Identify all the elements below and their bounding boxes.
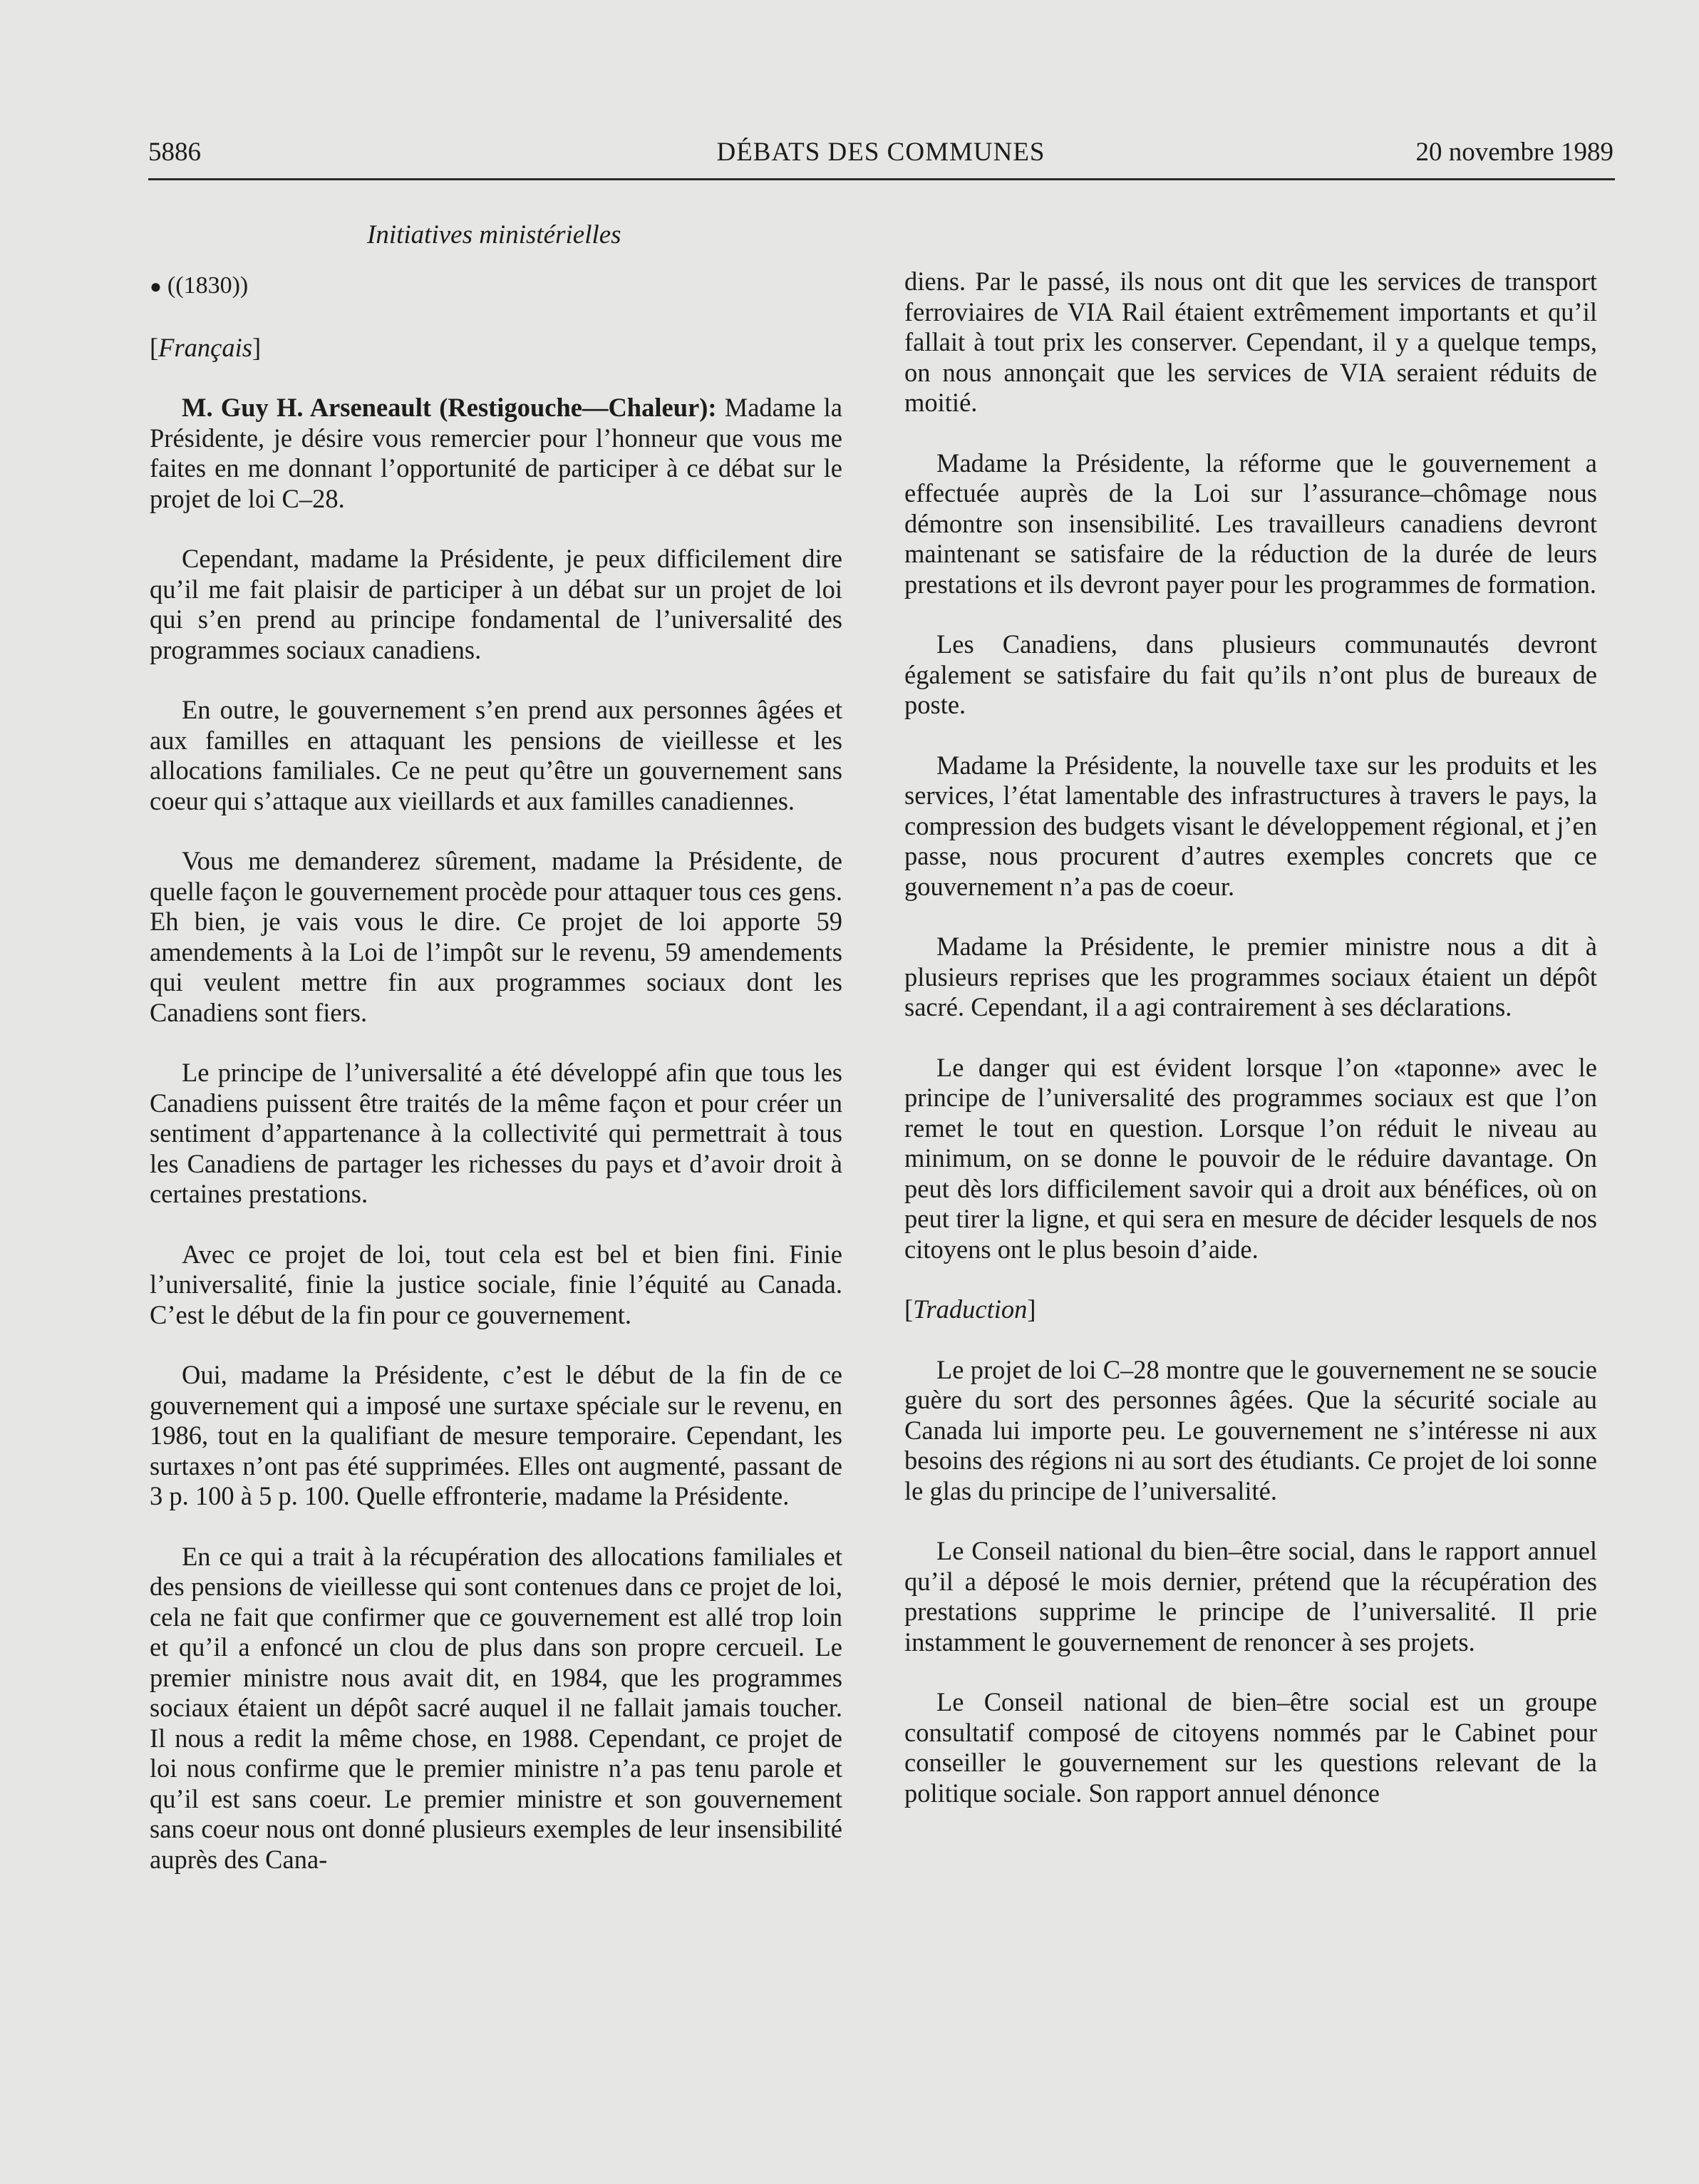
page-date: 20 novembre 1989 (1415, 138, 1613, 167)
paragraph: Le projet de loi C–28 montre que le gouvernement ne se soucie guère du sort des personnes âgées. Que la sécurité sociale au Canada lui importe peu. Le gouvernement ne s’intéresse ni aux besoins des régions ni au sort des étudiants. Ce projet de loi sonne le glas du principe de l’universalité. (904, 1354, 1597, 1505)
journal-title: DÉBATS DES COMMUNES (716, 138, 1045, 167)
paragraph: Avec ce projet de loi, tout cela est bel et bien fini. Finie l’universalité, finie la justice sociale, finie l’équité au Canada. C’est le début de la fin pour ce gouvernement. (150, 1239, 842, 1329)
paragraph: Les Canadiens, dans plusieurs communautés devront également se satisfaire du fait qu’ils n’ont plus de bureaux de poste. (904, 629, 1597, 719)
paragraph: En outre, le gouvernement s’en prend aux personnes âgées et aux familles en attaquant les pensions de vieillesse et les allocations familiales. Ce ne peut qu’être un gouvernement sans coeur qui s’attaque aux vieillards et aux familles canadiennes. (150, 695, 842, 815)
continued-paragraph: diens. Par le passé, ils nous ont dit que les services de transport ferroviaires de VIA Rail étaient extrêmement importants et qu’il fallait à tout prix les conserver. Cependant, il y a quelque temps, on nous annonçait que les services de VIA seraient réduits de moitié. (904, 267, 1597, 417)
paragraph: Vous me demanderez sûrement, madame la Présidente, de quelle façon le gouvernement procède pour attaquer tous ces gens. Eh bien, je vais vous le dire. Ce projet de loi apporte 59 amendements à la Loi de l’impôt sur le revenu, 59 amendements qui veulent mettre fin aux programmes sociaux dont les Canadiens sont fiers. (150, 846, 842, 1027)
speaker-paragraph (150, 393, 842, 514)
paragraph: Madame la Présidente, la réforme que le gouvernement a effectuée auprès de la Loi sur l’assurance–chômage nous démontre son insensibilité. Les travailleurs canadiens devront maintenant se satisfaire de la réduction de la durée de leurs prestations et ils devront payer pour les programmes de formation. (904, 448, 1597, 599)
language-tag-text: Français (158, 332, 252, 362)
time-marker-label: ((1830)) (167, 272, 249, 299)
paragraph: Le Conseil national du bien–être social, dans le rapport annuel qu’il a déposé le mois dernier, prétend que la récupération des prestations supprime le principe de l’universalité. Il prie instamment le gouvernement de renoncer à ses projets. (904, 1536, 1597, 1657)
paragraph: Cependant, madame la Présidente, je peux difficilement dire qu’il me fait plaisir de participer à un débat sur un projet de loi qui s’en prend au principe fondamental de l’universalité des programmes sociaux canadiens. (150, 544, 842, 664)
paragraph: Madame la Présidente, la nouvelle taxe sur les produits et les services, l’état lamentable des infrastructures à travers le pays, la compression des budgets visant le développement régional, et j’en passe, nous procurent d’autres exemples concrets que ce gouvernement n’a pas de coeur. (904, 750, 1597, 901)
language-tag: [Français] (150, 332, 262, 362)
paragraph: Le danger qui est évident lorsque l’on «taponne» avec le principe de l’universalité des programmes sociaux est que l’on remet le tout en question. Lorsque l’on réduit le niveau au minimum, on se donne le pouvoir de le réduire davantage. On peut dès lors difficilement savoir qui a droit aux bénéfices, où on peut tirer la ligne, et qui sera en mesure de décider lesquels de nos citoyens ont le plus besoin d’aide. (904, 1052, 1597, 1264)
language-tag-text: Traduction (913, 1294, 1028, 1324)
right-column (904, 267, 1597, 1838)
paragraph: En ce qui a trait à la récupération des allocations familiales et des pensions de vieillesse qui sont contenues dans ce projet de loi, cela ne fait que confirmer que ce gouvernement est allé trop loin et qu’il a enfoncé un clou de plus dans son propre cercueil. Le premier ministre nous avait dit, en 1984, que les programmes sociaux étaient un dépôt sacré auquel il ne fallait jamais toucher. Il nous a redit la même chose, en 1988. Cependant, ce projet de loi nous confirme que le premier ministre n’a pas tenu parole et qu’il est sans coeur. Le premier ministre et son gouvernement sans coeur nous ont donné plusieurs exemples de leur insensibilité auprès des Cana- (150, 1541, 842, 1874)
speaker-opening: Madame la Présidente, je désire vous remercier pour l’honneur que vous me faites en me donnant l’opportunité de participer à ce débat sur le projet de loi C–28. (150, 393, 842, 513)
paragraph: Oui, madame la Présidente, c’est le début de la fin de ce gouvernement qui a imposé une surtaxe spéciale sur le revenu, en 1986, tout en la qualifiant de mesure temporaire. Cependant, les surtaxes n’ont pas été supprimées. Elles ont augmenté, passant de 3 p. 100 à 5 p. 100. Quelle effronterie, madame la Présidente. (150, 1360, 842, 1510)
paragraph: Madame la Présidente, le premier ministre nous a dit à plusieurs reprises que les programmes sociaux étaient un dépôt sacré. Cependant, il a agi contrairement à ses déclarations. (904, 932, 1597, 1021)
time-marker (150, 271, 842, 303)
bullet-icon: ● (150, 276, 162, 298)
section-title: Initiatives ministérielles (367, 220, 621, 249)
page-number: 5886 (148, 138, 201, 167)
left-column (150, 271, 842, 1905)
paragraph: Le principe de l’universalité a été développé afin que tous les Canadiens puissent être traités de la même façon et pour créer un sentiment d’appartenance à la collectivité qui permettrait à tous les Canadiens de partager les richesses du pays et d’avoir droit à certaines prestations. (150, 1058, 842, 1208)
speaker-name: M. Guy H. Arseneault (Restigouche—Chaleur): (182, 393, 717, 422)
time-marker-value: (1830) (175, 272, 240, 299)
header-rule (148, 178, 1615, 180)
language-tag: [Traduction] (904, 1294, 1036, 1324)
paragraph: Le Conseil national de bien–être social est un groupe consultatif composé de citoyens nommés par le Cabinet pour conseiller le gouvernement sur les questions relevant de la politique sociale. Son rapport annuel dénonce (904, 1687, 1597, 1808)
page-header (148, 137, 1613, 172)
